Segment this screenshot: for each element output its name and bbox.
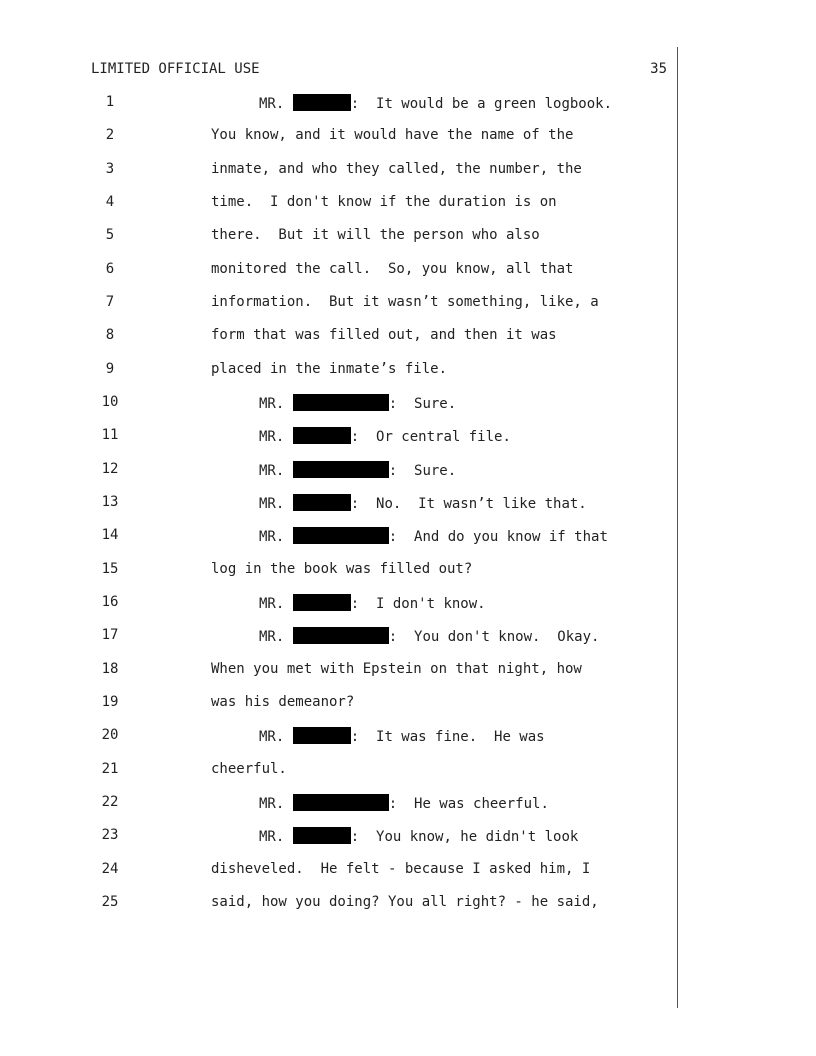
line-content: : You know, he didn't look [350, 829, 579, 845]
speaker-label: MR. [259, 629, 285, 645]
line-content: information. But it wasn’t something, like, a [211, 294, 599, 310]
line-content: : I don't know. [350, 596, 486, 612]
line-content: : You don't know. Okay. [388, 629, 600, 645]
transcript-line [0, 394, 680, 414]
transcript-line [0, 527, 680, 547]
line-content: : It would be a green logbook. [350, 96, 613, 112]
line-content: said, how you doing? You all right? - he said, [211, 894, 599, 910]
line-text [211, 861, 590, 877]
transcript-line [0, 661, 680, 681]
line-number: 12 [101, 461, 119, 477]
transcript-line [0, 294, 680, 314]
redaction-box [293, 527, 389, 544]
redaction-box [293, 727, 351, 744]
speaker-label: MR. [259, 96, 285, 112]
line-text [259, 427, 511, 445]
redaction-box [293, 94, 351, 111]
line-text [211, 761, 287, 777]
line-number: 7 [105, 294, 115, 310]
line-text [211, 661, 582, 677]
line-number: 16 [101, 594, 119, 610]
line-content: log in the book was filled out? [211, 561, 473, 577]
speaker-label: MR. [259, 596, 285, 612]
transcript-line [0, 461, 680, 481]
line-text [259, 727, 545, 745]
transcript-line [0, 94, 680, 114]
line-number: 8 [105, 327, 115, 343]
redaction-box [293, 794, 389, 811]
line-content: When you met with Epstein on that night, how [211, 661, 582, 677]
line-content: form that was filled out, and then it was [211, 327, 557, 343]
line-text [211, 894, 599, 910]
speaker-label: MR. [259, 463, 285, 479]
redaction-box [293, 594, 351, 611]
line-number: 2 [105, 127, 115, 143]
transcript-line [0, 827, 680, 847]
line-number: 24 [101, 861, 119, 877]
speaker-label: MR. [259, 529, 285, 545]
transcript-line [0, 794, 680, 814]
line-content: was his demeanor? [211, 694, 355, 710]
speaker-label: MR. [259, 829, 285, 845]
transcript-line [0, 727, 680, 747]
line-number: 14 [101, 527, 119, 543]
transcript-line [0, 694, 680, 714]
line-text [211, 261, 573, 277]
transcript-line [0, 627, 680, 647]
line-content: : And do you know if that [388, 529, 608, 545]
line-text [259, 94, 612, 112]
line-text [259, 594, 486, 612]
speaker-label: MR. [259, 429, 285, 445]
transcript-line [0, 227, 680, 247]
line-content: cheerful. [211, 761, 287, 777]
line-number: 15 [101, 561, 119, 577]
transcript-line [0, 427, 680, 447]
redaction-box [293, 461, 389, 478]
line-text [259, 461, 456, 479]
line-content: : Sure. [388, 463, 457, 479]
transcript-line [0, 361, 680, 381]
line-content: : Or central file. [350, 429, 511, 445]
line-content: : He was cheerful. [388, 796, 549, 812]
line-text [259, 394, 456, 412]
page-number: 35 [650, 61, 667, 77]
speaker-label: MR. [259, 796, 285, 812]
line-text [259, 494, 587, 512]
redaction-box [293, 394, 389, 411]
transcript-line [0, 261, 680, 281]
line-number: 22 [101, 794, 119, 810]
line-text [211, 227, 540, 243]
line-text [211, 127, 573, 143]
classification-marking: LIMITED OFFICIAL USE [91, 61, 260, 77]
line-content: : No. It wasn’t like that. [350, 496, 587, 512]
transcript-line [0, 761, 680, 781]
line-number: 4 [105, 194, 115, 210]
line-number: 10 [101, 394, 119, 410]
transcript-line [0, 561, 680, 581]
line-content: monitored the call. So, you know, all that [211, 261, 574, 277]
line-content: time. I don't know if the duration is on [211, 194, 557, 210]
line-number: 6 [105, 261, 115, 277]
line-content: You know, and it would have the name of the [211, 127, 574, 143]
line-number: 17 [101, 627, 119, 643]
line-content: inmate, and who they called, the number, the [211, 161, 582, 177]
redaction-box [293, 494, 351, 511]
line-number: 1 [105, 94, 115, 110]
transcript-line [0, 194, 680, 214]
speaker-label: MR. [259, 729, 285, 745]
line-text [211, 694, 354, 710]
speaker-label: MR. [259, 496, 285, 512]
transcript-line [0, 894, 680, 914]
line-number: 5 [105, 227, 115, 243]
line-text [259, 794, 549, 812]
line-number: 18 [101, 661, 119, 677]
line-text [211, 194, 557, 210]
line-number: 9 [105, 361, 115, 377]
line-text [259, 627, 599, 645]
speaker-label: MR. [259, 396, 285, 412]
line-content: : Sure. [388, 396, 457, 412]
line-content: : It was fine. He was [350, 729, 545, 745]
line-number: 20 [101, 727, 119, 743]
line-content: disheveled. He felt - because I asked him, I [211, 861, 591, 877]
transcript-line [0, 594, 680, 614]
line-number: 25 [101, 894, 119, 910]
line-text [211, 361, 447, 377]
redaction-box [293, 827, 351, 844]
line-number: 13 [101, 494, 119, 510]
transcript-line [0, 127, 680, 147]
line-text [259, 827, 578, 845]
transcript-line [0, 161, 680, 181]
transcript-line [0, 494, 680, 514]
line-text [259, 527, 608, 545]
line-content: placed in the inmate’s file. [211, 361, 448, 377]
line-text [211, 561, 472, 577]
redaction-box [293, 627, 389, 644]
redaction-box [293, 427, 351, 444]
line-number: 3 [105, 161, 115, 177]
transcript-line [0, 861, 680, 881]
line-text [211, 161, 582, 177]
line-number: 21 [101, 761, 119, 777]
transcript-line [0, 327, 680, 347]
line-content: there. But it will the person who also [211, 227, 540, 243]
line-number: 11 [101, 427, 119, 443]
line-number: 19 [101, 694, 119, 710]
line-text [211, 327, 557, 343]
line-number: 23 [101, 827, 119, 843]
line-text [211, 294, 599, 310]
